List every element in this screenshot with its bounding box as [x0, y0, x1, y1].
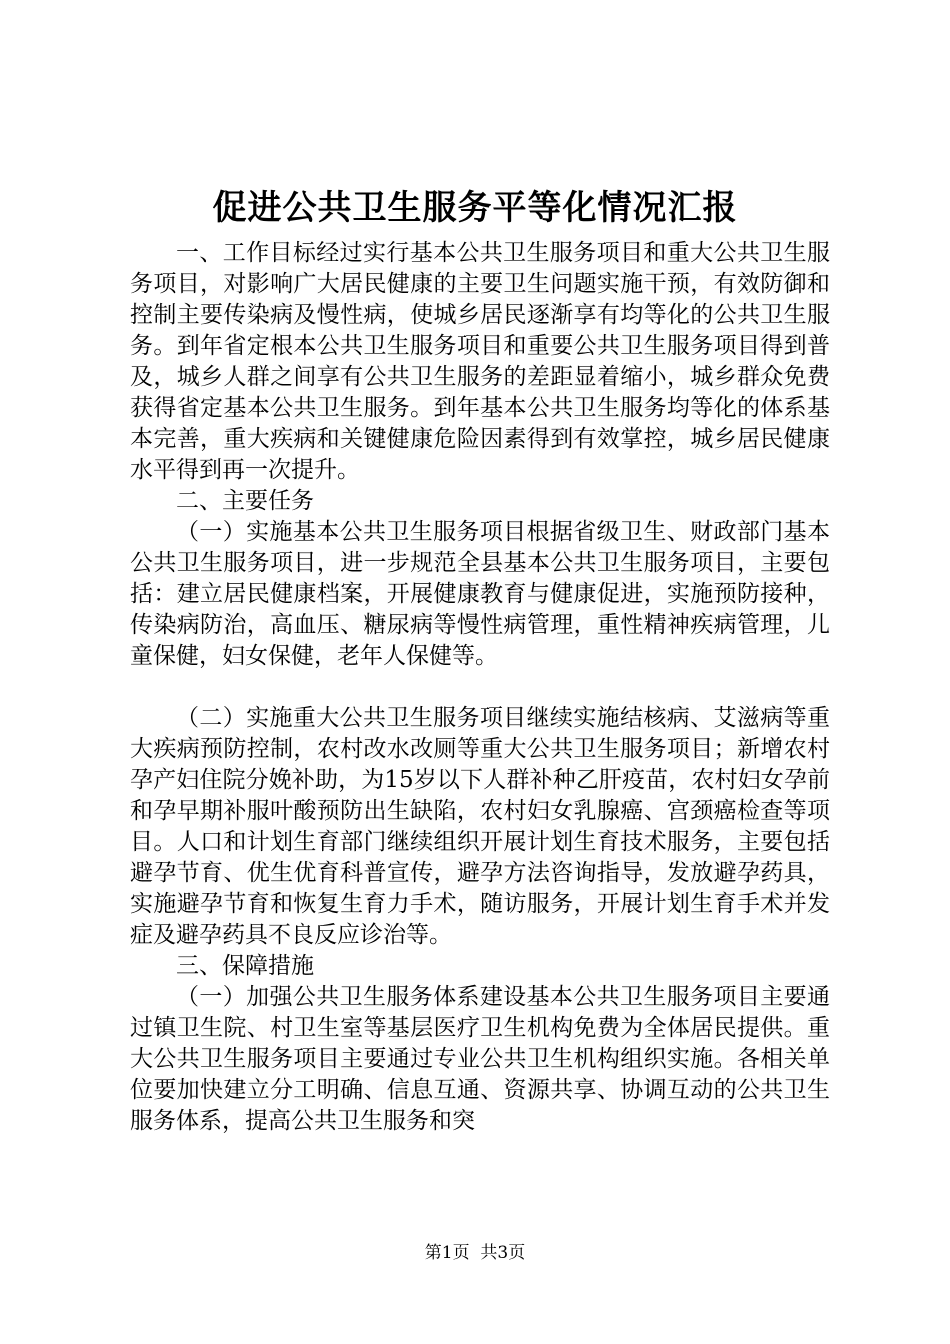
page-number-footer: 第1页 共3页 — [424, 1243, 526, 1263]
paragraph-major-services: （二）实施重大公共卫生服务项目继续实施结核病、艾滋病等重大疾病预防控制，农村改水改厕等重大公共卫生服务项目；新增农村孕产妇住院分娩补助，为15岁以下人群补种乙肝疫苗，农村妇女孕前和孕早期补服叶酸预防出生缺陷，农村妇女乳腺癌、宫颈癌检查等项目。人口和计划生育部门继续组织开展计划生育技术服务，主要包括避孕节育、优生优育科普宣传，避孕方法咨询指导，发放避孕药具，实施避孕节育和恢复生育力手术，随访服务，开展计划生育手术并发症及避孕药具不良反应诊治等。 — [130, 705, 830, 948]
heading-safeguards: 三、保障措施 — [176, 953, 314, 979]
paragraph-work-goals: 一、工作目标经过实行基本公共卫生服务项目和重大公共卫生服务项目，对影响广大居民健康的主要卫生问题实施干预，有效防御和控制主要传染病及慢性病，使城乡居民逐渐享有均等化的公共卫生服务。到年省定根本公共卫生服务项目和重要公共卫生服务项目得到普及，城乡人群之间享有公共卫生服务的差距显着缩小，城乡群众免费获得省定基本公共卫生服务。到年基本公共卫生服务均等化的体系基本完善，重大疾病和关键健康危险因素得到有效掌控，城乡居民健康水平得到再一次提升。 — [130, 240, 830, 483]
paragraph-basic-services: （一）实施基本公共卫生服务项目根据省级卫生、财政部门基本公共卫生服务项目，进一步规范全县基本公共卫生服务项目，主要包括：建立居民健康档案，开展健康教育与健康促进，实施预防接种，传染病防治，高血压、糖尿病等慢性病管理，重性精神疾病管理，儿童保健，妇女保健，老年人保健等。 — [130, 519, 830, 669]
document-title: 促进公共卫生服务平等化情况汇报 — [212, 188, 738, 228]
document-body — [130, 238, 830, 1137]
heading-main-tasks: 二、主要任务 — [176, 488, 314, 514]
paragraph-system-building: （一）加强公共卫生服务体系建设基本公共卫生服务项目主要通过镇卫生院、村卫生室等基层医疗卫生机构免费为全体居民提供。重大公共卫生服务项目主要通过专业公共卫生机构组织实施。各相关单位要加快建立分工明确、信息互通、资源共享、协调互动的公共卫生服务体系，提高公共卫生服务和突 — [130, 984, 830, 1134]
